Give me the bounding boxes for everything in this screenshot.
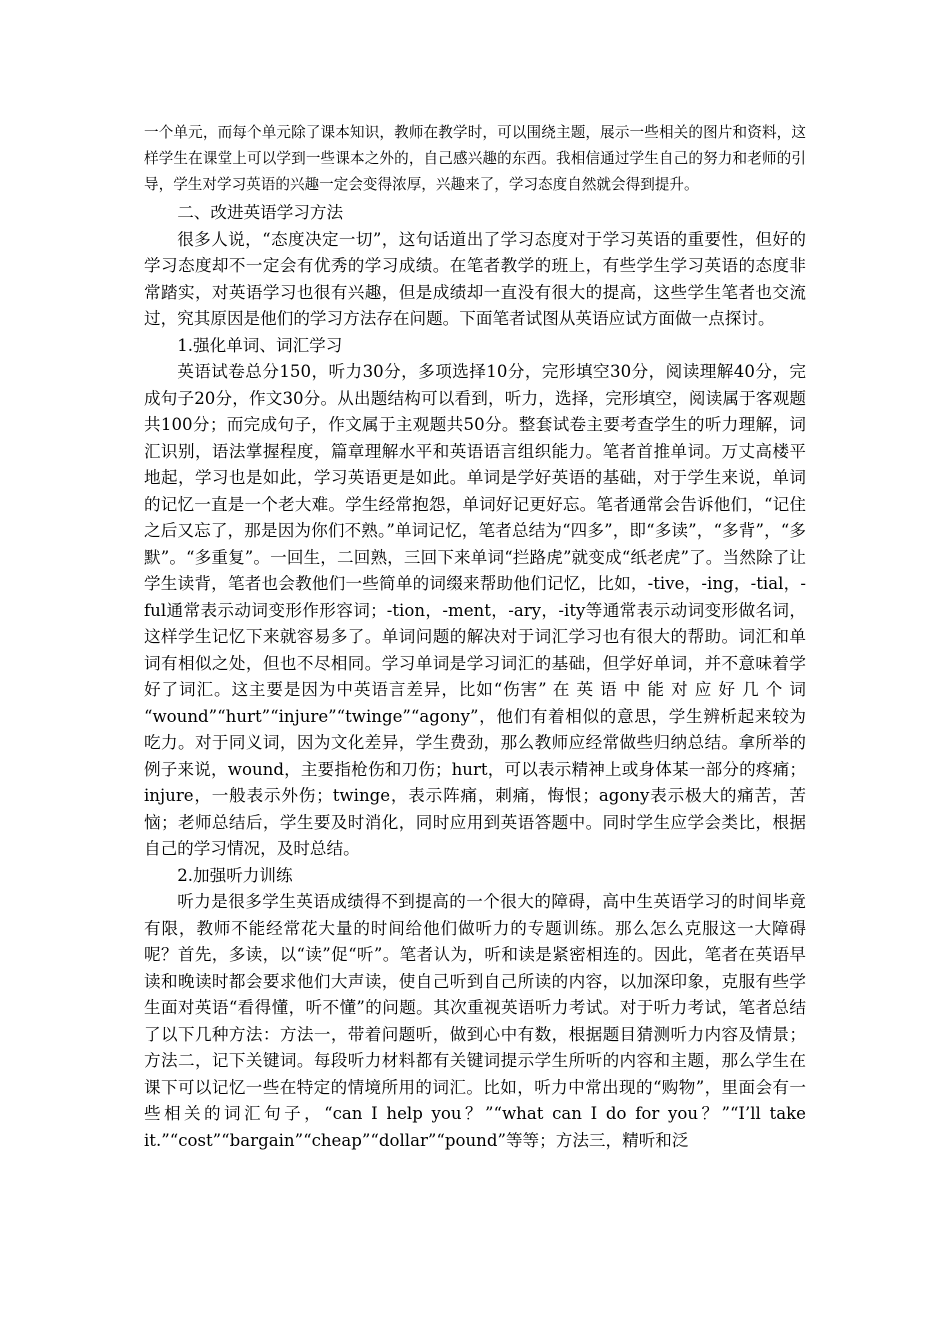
- intro-block: [144, 120, 806, 198]
- section-2-paragraph: 很多人说，“态度决定一切”，这句话道出了学习态度对于学习英语的重要性，但好的学习态度却不一定会有优秀的学习成绩。在笔者教学的班上，有些学生学习英语的态度非常踏实，对英语学习也很有兴趣，但是成绩却一直没有很大的提高，这些学生笔者也交流过，究其原因是他们的学习方法存在问题。下面笔者试图从英语应试方面做一点探讨。: [144, 229, 806, 328]
- subsection-1-paragraph: 英语试卷总分150，听力30分，多项选择10分，完形填空30分，阅读理解40分，完成句子20分，作文30分。从出题结构可以看到，听力，选择，完形填空，阅读属于客观题共100分；而完成句子，作文属于主观题共50分。整套试卷主要考查学生的听力理解，词汇识别，语法掌握程度，篇章理解水平和英语语言组织能力。笔者首推单词。万丈高楼平地起，学习也是如此，学习英语更是如此。单词是学好英语的基础，对于学生来说，单词的记忆一直是一个老大难。学生经常抱怨，单词好记更好忘。笔者通常会告诉他们，“记住之后又忘了，那是因为你们不熟。”单词记忆，笔者总结为“四多”，即“多读”，“多背”，“多默”。“多重复”。一回生，二回熟，三回下来单词“拦路虎”就变成“纸老虎”了。当然除了让学生读背，笔者也会教他们一些简单的词缀来帮助他们记忆，比如，-tive，-ing，-tial，-ful通常表示动词变形作形容词；-tion，-ment，-ary，-ity等通常表示动词变形做名词，这样学生记忆下来就容易多了。单词问题的解决对于词汇学习也有很大的帮助。词汇和单词有相似之处，但也不尽相同。学习单词是学习词汇的基础，但学好单词，并不意味着学好了词汇。这主要是因为中英语言差异，比如“伤害” 在 英 语 中 能 对 应 好 几 个 词 “wound”“hurt”“injure”“twinge”“agony”，他们有着相似的意思，学生辨析起来较为吃力。对于同义词，因为文化差异，学生费劲，那么教师应经常做些归纳总结。拿所举的例子来说，wound，主要指枪伤和刀伤；hurt，可以表示精神上或身体某一部分的疼痛；injure，一般表示外伤；twinge，表示阵痛，刺痛，悔恨；agony表示极大的痛苦，苦恼；老师总结后，学生要及时消化，同时应用到英语答题中。同时学生应学会类比，根据自己的学习情况，及时总结。: [144, 362, 806, 858]
- subsection-heading-2: 2.加强听力训练: [177, 865, 293, 885]
- subsection-2-paragraph: 听力是很多学生英语成绩得不到提高的一个很大的障碍，高中生英语学习的时间毕竟有限，教师不能经常花大量的时间给他们做听力的专题训练。那么怎么克服这一大障碍呢？首先，多读，以“读”促“听”。笔者认为，听和读是紧密相连的。因此，笔者在英语早读和晚读时都会要求他们大声读，使自己听到自己所读的内容，以加深印象，克服有些学生面对英语“看得懂，听不懂”的问题。其次重视英语听力考试。对于听力考试，笔者总结了以下几种方法：方法一，带着问题听，做到心中有数，根据题目猜测听力内容及情景；方法二，记下关键词。每段听力材料都有关键词提示学生所听的内容和主题，那么学生在课下可以记忆一些在特定的情境所用的词汇。比如，听力中常出现的“购物”，里面会有一些相关的词汇句子，“can I help you？”“what can I do for you？”“I’ll take it.”“cost”“bargain”“cheap”“dollar”“pound”等等；方法三，精听和泛: [144, 892, 806, 1150]
- document-page: [144, 120, 806, 1154]
- intro-paragraph: 一个单元，而每个单元除了课本知识，教师在教学时，可以围绕主题，展示一些相关的图片和资料，这样学生在课堂上可以学到一些课本之外的，自己感兴趣的东西。我相信通过学生自己的努力和老师的引导，学生对学习英语的兴趣一定会变得浓厚，兴趣来了，学习态度自然就会得到提升。: [144, 124, 806, 193]
- main-body: [144, 200, 806, 1154]
- subsection-heading-1: 1.强化单词、词汇学习: [177, 335, 343, 355]
- section-heading-2: 二、改进英语学习方法: [177, 203, 344, 222]
